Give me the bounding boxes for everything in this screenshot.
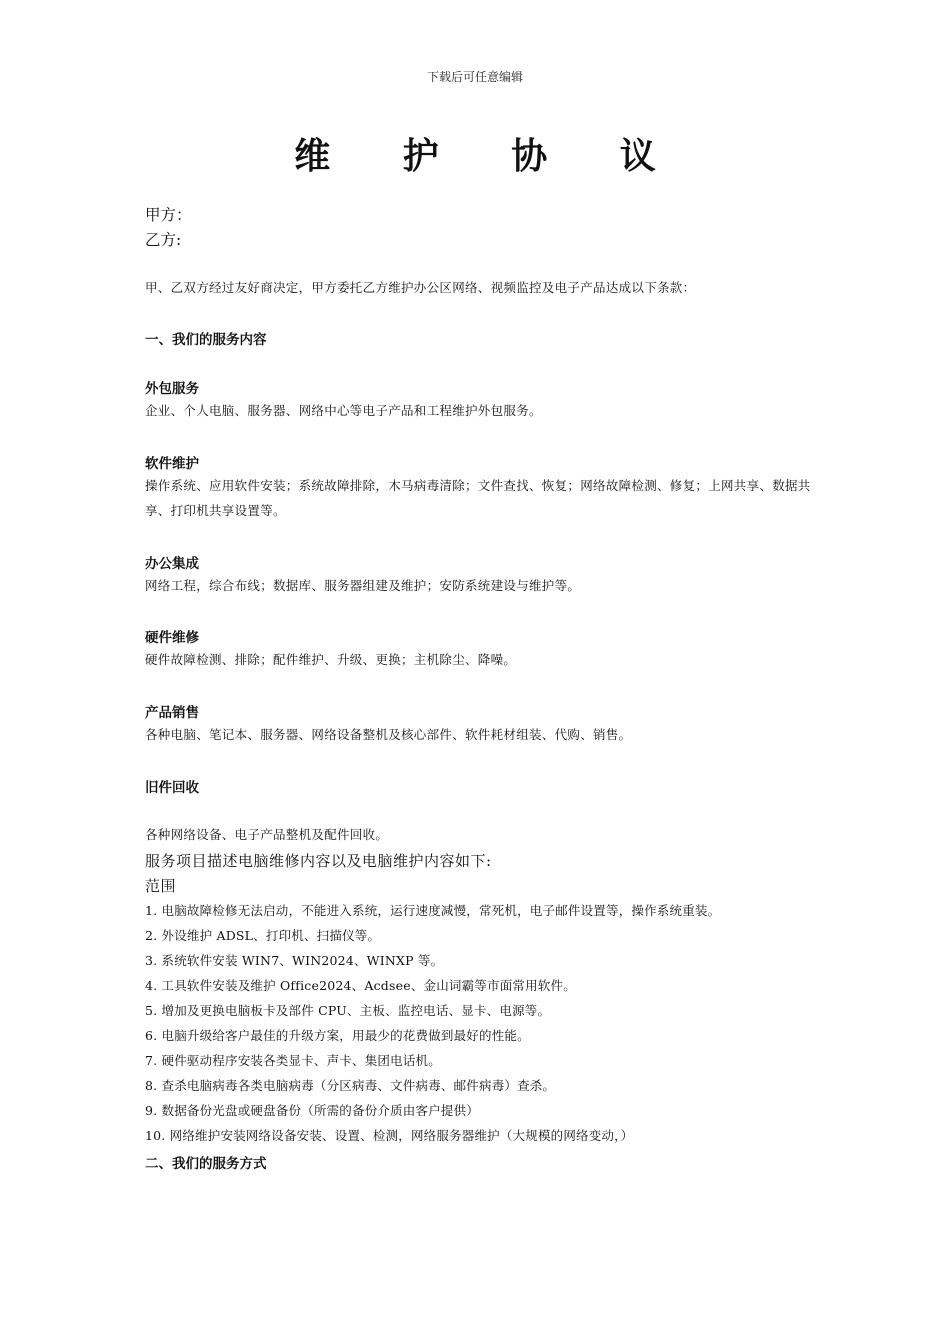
list-item: 2. 外设维护 ADSL、打印机、扫描仪等。	[145, 928, 381, 943]
list-item: 4. 工具软件安装及维护 Office2024、Acdsee、金山词霸等市面常用软件。	[145, 978, 576, 993]
list-item: 8. 查杀电脑病毒各类电脑病毒（分区病毒、文件病毒、邮件病毒）查杀。	[145, 1078, 556, 1093]
service-desc-recycling: 各种网络设备、电子产品整机及配件回收。	[145, 827, 389, 842]
section-heading-service-methods: 二、我们的服务方式	[145, 1156, 267, 1172]
service-items-heading: 服务项目描述电脑维修内容以及电脑维护内容如下:	[145, 852, 492, 870]
list-item: 1. 电脑故障检修无法启动，不能进入系统，运行速度减慢，常死机，电子邮件设置等，操作系统重装。	[145, 903, 721, 918]
service-title-hardware: 硬件维修	[145, 630, 199, 646]
service-title-outsourcing: 外包服务	[145, 381, 199, 397]
party-b-label: 乙方:	[145, 231, 182, 249]
service-title-office-integration: 办公集成	[145, 556, 199, 572]
scope-label: 范围	[145, 877, 177, 895]
service-desc-outsourcing: 企业、个人电脑、服务器、网络中心等电子产品和工程维护外包服务。	[145, 403, 542, 418]
list-item: 9. 数据备份光盘或硬盘备份（所需的备份介质由客户提供）	[145, 1103, 480, 1118]
list-item: 10. 网络维护安装网络设备安装、设置、检测，网络服务器维护（大规模的网络变动，）	[145, 1128, 634, 1143]
list-item: 3. 系统软件安装 WIN7、WIN2024、WINXP 等。	[145, 953, 444, 968]
party-a-label: 甲方：	[145, 206, 192, 224]
header-note: 下载后可任意编辑	[426, 70, 523, 84]
section-heading-services: 一、我们的服务内容	[145, 332, 267, 348]
intro-paragraph: 甲、乙双方经过友好商决定，甲方委托乙方维护办公区网络、视频监控及电子产品达成以下条款：	[145, 280, 696, 295]
list-item: 5. 增加及更换电脑板卡及部件 CPU、主板、监控电话、显卡、电源等。	[145, 1003, 551, 1018]
service-desc-office-integration: 网络工程，综合布线；数据库、服务器组建及维护；安防系统建设与维护等。	[145, 578, 581, 593]
list-item: 7. 硬件驱动程序安装各类显卡、声卡、集团电话机。	[145, 1053, 441, 1068]
service-title-software: 软件维护	[145, 456, 199, 472]
list-item: 6. 电脑升级给客户最佳的升级方案，用最少的花费做到最好的性能。	[145, 1028, 530, 1043]
service-desc-sales: 各种电脑、笔记本、服务器、网络设备整机及核心部件、软件耗材组装、代购、销售。	[145, 727, 632, 742]
service-desc-software: 操作系统、应用软件安装；系统故障排除，木马病毒清除；文件查找、恢复；网络故障检测、修复；上网共享、数据共享、打印机共享设置等。	[145, 478, 811, 518]
service-title-recycling: 旧件回收	[145, 780, 199, 796]
service-desc-hardware: 硬件故障检测、排除；配件维护、升级、更换；主机除尘、降噪。	[145, 652, 517, 667]
service-title-sales: 产品销售	[145, 705, 199, 721]
document-title: 维 护 协 议	[294, 135, 686, 177]
